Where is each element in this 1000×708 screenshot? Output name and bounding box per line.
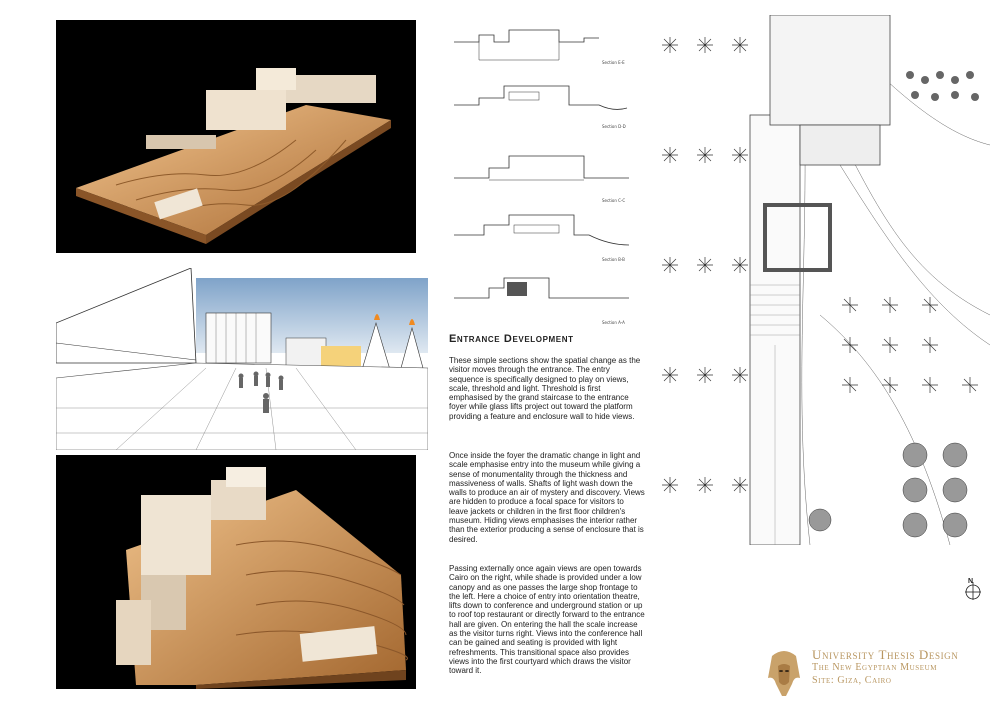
model-photo-top [56,20,416,253]
title-line-2: The New Egyptian Museum [812,662,938,673]
section-drawings [449,20,639,330]
section-label-a: Section A-A [602,320,625,325]
section-heading: Entrance Development [449,333,574,345]
site-plan [650,15,990,545]
section-label-c: Section C-C [602,198,626,203]
section-label-b: Section B-B [602,257,625,262]
section-label-e: Section E-E [602,60,625,65]
paragraph-2: Once inside the foyer the dramatic change in light and scale emphasise entry into the museum while giving a sense of monumentality through the thickness and massiveness of walls. Shafts of light wash down the walls to produce an air of mystery and discovery. Views are hidden to produce a focal space for visitors to leave jackets or children in the first floor children's museum. Hiding views emphasises the interior rather than the exterior producing a sense of enclosure that is desired. [449,451,645,544]
pharaoh-head-logo [764,648,804,698]
title-line-1: University Thesis Design [812,647,959,662]
entrance-perspective-sketch [56,268,428,450]
title-block [812,648,958,687]
paragraph-1: These simple sections show the spatial change as the visitor moves through the entrance. The entry sequence is specifically designed to play on views, scale, threshold and light. Threshold is first emphasised by the grand staircase to the entrance foyer while glass lifts project out toward the platform providing a feature and enclosure wall to hide views. [449,356,641,421]
north-label: N [968,578,974,585]
paragraph-3: Passing externally once again views are open towards Cairo on the right, while shade is provided under a low canopy and as one passes the large shop frontage to the left. Here a choice of entry into orientation theatre, lifts down to conference and underground station or up to roof top restaurant or directly forward to the entrance hall are given. On entering the hall the scale increase as the visitor turns right. Views into the conference hall can be gained and seating is provided with light refreshments. This transitional space also provides views into the first courtyard which draws the visitor toward it. [449,564,645,676]
section-label-d: Section D-D [602,124,626,129]
model-photo-bottom [56,455,416,689]
title-line-3: Site: Giza, Cairo [812,675,892,686]
